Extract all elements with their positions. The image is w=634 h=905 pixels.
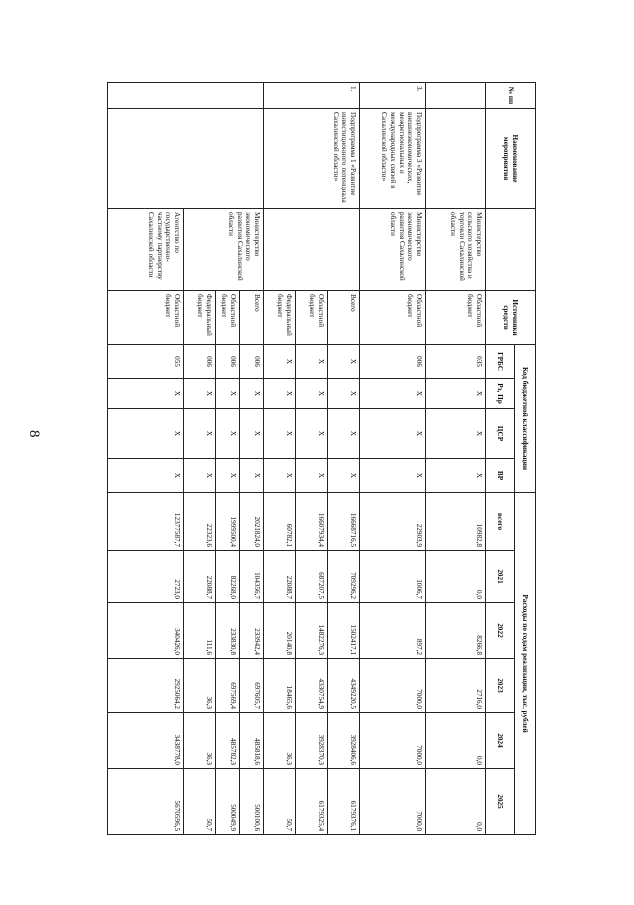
cell-2023: 36,3 (184, 659, 216, 713)
cell-2022: 340426,0 (108, 603, 184, 659)
cell-source: Всего (328, 291, 360, 345)
cell-2021: 2723,0 (108, 551, 184, 603)
cell-csr: Х (184, 409, 216, 459)
cell-source: Всего (240, 291, 264, 345)
cell-no (108, 83, 264, 109)
header-csr: ЦСР (486, 409, 515, 459)
cell-2025: 5670596,5 (108, 769, 184, 835)
cell-2025: 6179376,1 (328, 769, 360, 835)
cell-2024: 36,3 (184, 713, 216, 769)
cell-vr: Х (264, 459, 296, 493)
cell-rzpr: Х (240, 379, 264, 409)
cell-2024: 3928370,3 (296, 713, 328, 769)
cell-csr: Х (108, 409, 184, 459)
cell-2024: 36,3 (264, 713, 296, 769)
cell-2022: 111,6 (184, 603, 216, 659)
cell-rzpr: Х (328, 379, 360, 409)
cell-source: Областной бюджет (296, 291, 328, 345)
cell-vr: Х (216, 459, 240, 493)
cell-csr: Х (296, 409, 328, 459)
cell-2023: 2716,0 (426, 659, 486, 713)
cell-grbs: Х (328, 345, 360, 379)
header-2023: 2023 (486, 659, 515, 713)
cell-vr: Х (240, 459, 264, 493)
cell-no: 1. (264, 83, 360, 109)
header-2025: 2025 (486, 769, 515, 835)
cell-2023: 4330754,9 (296, 659, 328, 713)
cell-vr: Х (108, 459, 184, 493)
table-row (328, 83, 360, 835)
cell-name: Подпрограмма 1 «Развитие инвестиционного потенциала Сахалинской области» (264, 109, 360, 209)
cell-total: 16668716,5 (328, 493, 360, 551)
cell-vr: Х (184, 459, 216, 493)
header-total: всего (486, 493, 515, 551)
header-name: Наименование мероприятия (486, 109, 536, 209)
cell-2021: 1006,7 (360, 551, 426, 603)
cell-2023: 697605,7 (240, 659, 264, 713)
header-vr: ВР (486, 459, 515, 493)
cell-responsible (264, 209, 360, 291)
cell-rzpr: Х (426, 379, 486, 409)
cell-2024: 0,0 (426, 713, 486, 769)
cell-vr: Х (360, 459, 426, 493)
cell-grbs: 055 (108, 345, 184, 379)
cell-total: 2021824,0 (240, 493, 264, 551)
cell-2022: 8266,8 (426, 603, 486, 659)
cell-grbs: 006 (360, 345, 426, 379)
cell-source: Федеральный бюджет (184, 291, 216, 345)
cell-source: Областной бюджет (216, 291, 240, 345)
cell-total: 12377587,7 (108, 493, 184, 551)
header-2022: 2022 (486, 603, 515, 659)
header-budget-code: Код бюджетной классификации (515, 345, 536, 493)
cell-2021: 687207,5 (296, 551, 328, 603)
cell-2021: 104356,7 (240, 551, 264, 603)
cell-2021: 22088,7 (264, 551, 296, 603)
header-2021: 2021 (486, 551, 515, 603)
cell-2025: 7000,0 (360, 769, 426, 835)
cell-total: 16607934,4 (296, 493, 328, 551)
cell-source: Областной бюджет (108, 291, 184, 345)
cell-2022: 20140,8 (264, 603, 296, 659)
cell-2024: 485782,3 (216, 713, 240, 769)
budget-table-sheet (91, 82, 536, 834)
cell-responsible: Министерство экономического развития Сахалинской области (360, 209, 426, 291)
header-expenses: Расходы по годам реализации, тыс. рублей (515, 493, 536, 835)
cell-2021: 82268,0 (216, 551, 240, 603)
cell-total: 1999500,4 (216, 493, 240, 551)
cell-vr: Х (426, 459, 486, 493)
cell-csr: Х (426, 409, 486, 459)
cell-2025: 50,7 (184, 769, 216, 835)
cell-rzpr: Х (184, 379, 216, 409)
cell-2023: 7000,0 (360, 659, 426, 713)
cell-2021: 0,0 (426, 551, 486, 603)
header-rzpr: Рз, Пр (486, 379, 515, 409)
header-2024: 2024 (486, 713, 515, 769)
cell-total: 22903,9 (360, 493, 426, 551)
cell-2024: 3438778,0 (108, 713, 184, 769)
header-sources: Источники средств (486, 291, 536, 345)
cell-csr: Х (216, 409, 240, 459)
cell-no (426, 83, 486, 109)
cell-rzpr: Х (264, 379, 296, 409)
cell-2022: 897,2 (360, 603, 426, 659)
table-row (240, 83, 264, 835)
cell-vr: Х (328, 459, 360, 493)
budget-table (107, 82, 536, 835)
cell-responsible: Министерство сельского хозяйства и торговли Сахалинской области (426, 209, 486, 291)
cell-source: Областной бюджет (360, 291, 426, 345)
cell-2025: 6179325,4 (296, 769, 328, 835)
cell-name (426, 109, 486, 209)
header-grbs: ГРБС (486, 345, 515, 379)
cell-grbs: Х (296, 345, 328, 379)
cell-2023: 18465,6 (264, 659, 296, 713)
cell-rzpr: Х (360, 379, 426, 409)
cell-total: 22323,6 (184, 493, 216, 551)
cell-csr: Х (240, 409, 264, 459)
cell-csr: Х (328, 409, 360, 459)
cell-vr: Х (296, 459, 328, 493)
cell-grbs: 006 (240, 345, 264, 379)
cell-2024: 7000,0 (360, 713, 426, 769)
cell-rzpr: Х (296, 379, 328, 409)
header-responsible (486, 209, 536, 291)
cell-2025: 500100,6 (240, 769, 264, 835)
cell-responsible: Агентство по государственно-частному партнерству Сахалинской области (108, 209, 184, 291)
cell-2025: 0,0 (426, 769, 486, 835)
cell-csr: Х (264, 409, 296, 459)
cell-2025: 500049,9 (216, 769, 240, 835)
cell-2024: 485818,6 (240, 713, 264, 769)
cell-2021: 22088,7 (184, 551, 216, 603)
cell-total: 10982,8 (426, 493, 486, 551)
cell-2021: 709296,2 (328, 551, 360, 603)
cell-total: 60782,1 (264, 493, 296, 551)
cell-grbs: 006 (184, 345, 216, 379)
cell-2025: 50,7 (264, 769, 296, 835)
cell-no: 3. (360, 83, 426, 109)
cell-source: Областной бюджет (426, 291, 486, 345)
cell-csr: Х (360, 409, 426, 459)
cell-2022: 1502417,1 (328, 603, 360, 659)
page-number: 8 (26, 430, 42, 438)
cell-grbs: 035 (426, 345, 486, 379)
cell-source: Федеральный бюджет (264, 291, 296, 345)
cell-2022: 233942,4 (240, 603, 264, 659)
header-no: № пп (486, 83, 536, 109)
cell-grbs: 006 (216, 345, 240, 379)
cell-2024: 3928406,6 (328, 713, 360, 769)
cell-name (108, 109, 264, 209)
cell-2022: 1482276,3 (296, 603, 328, 659)
cell-responsible: Министерство экономического развития Сахалинской области (184, 209, 264, 291)
cell-2023: 2925064,2 (108, 659, 184, 713)
cell-2023: 4349220,5 (328, 659, 360, 713)
table-row (360, 83, 426, 835)
table-row (426, 83, 486, 835)
cell-2022: 233830,8 (216, 603, 240, 659)
cell-name: Подпрограмма 3 «Развитие внешнеэкономических, межрегиональных и международных связей в Сахалинской области» (360, 109, 426, 209)
cell-rzpr: Х (216, 379, 240, 409)
cell-rzpr: Х (108, 379, 184, 409)
cell-grbs: Х (264, 345, 296, 379)
cell-2023: 697569,4 (216, 659, 240, 713)
